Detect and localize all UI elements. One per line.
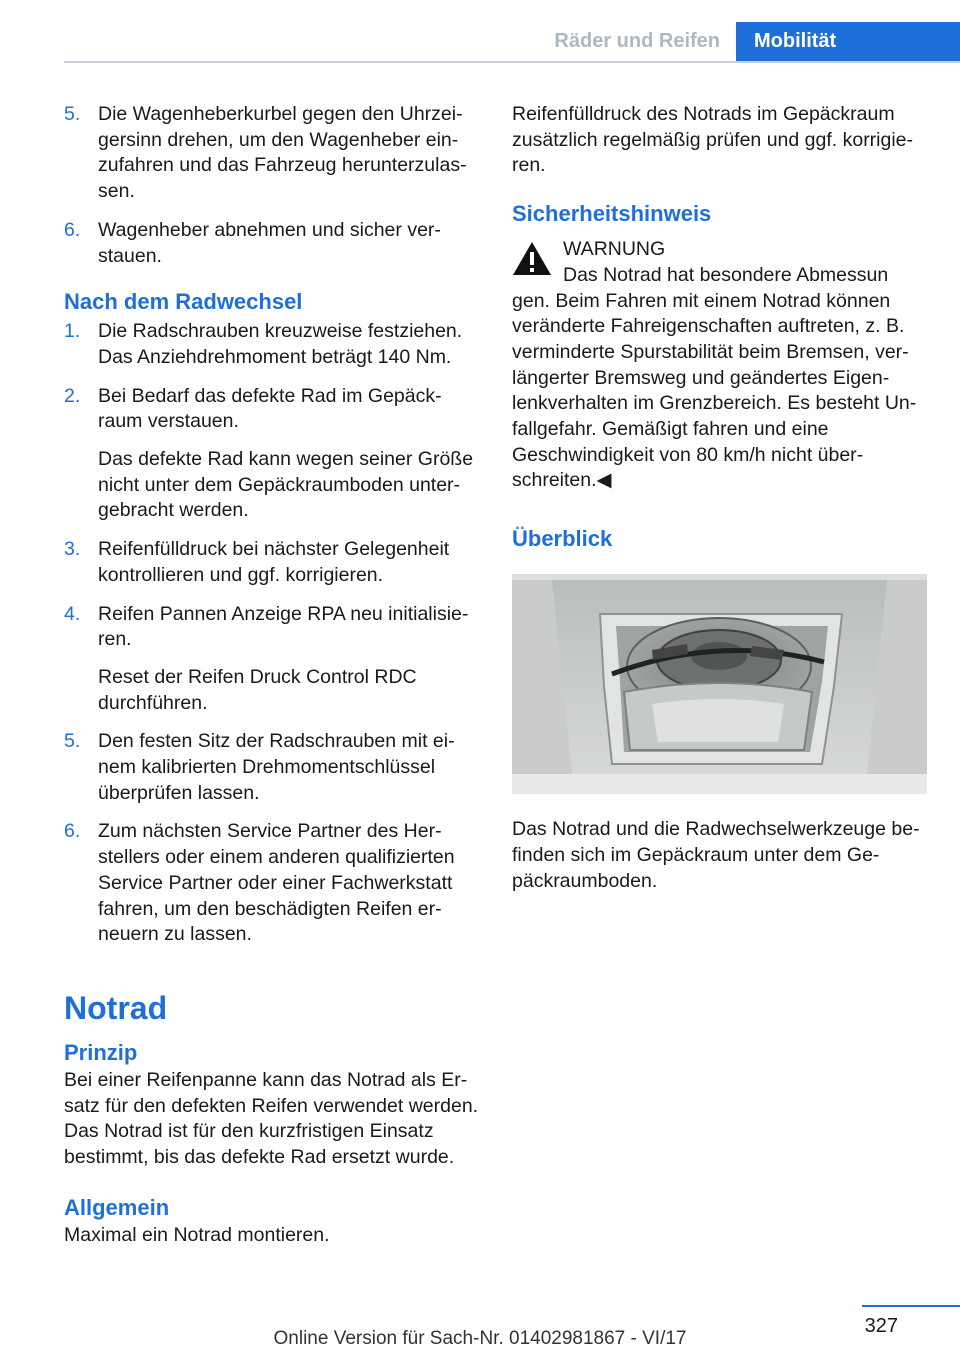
step-text: Die Wagenheberkurbel gegen den Uhrzeigersinn drehen, um den Wagenheber einzufahren und das Fahrzeug herunterzulassen. bbox=[98, 103, 467, 203]
list-item bbox=[64, 602, 479, 717]
section-heading-after-wheel-change: Nach dem Radwechsel bbox=[64, 289, 303, 315]
step-number: 5. bbox=[64, 103, 81, 125]
step-text: Die Radschrauben kreuzweise festziehen. Das Anziehdrehmoment beträgt 140 Nm. bbox=[98, 320, 463, 368]
step-number: 3. bbox=[64, 538, 81, 561]
image-caption: Das Notrad und die Radwechselwerkzeuge befinden sich im Gepäckraum unter dem Gepäckraumboden. bbox=[512, 818, 920, 892]
list-item bbox=[64, 102, 479, 205]
header-section-title: Räder und Reifen bbox=[554, 30, 720, 52]
list-item bbox=[64, 218, 479, 269]
list-item bbox=[64, 384, 479, 525]
intro-text: Reifenfülldruck des Notrads im Gepäckraum zusätzlich regelmäßig prüfen und ggf. korrigieren. bbox=[512, 103, 914, 177]
step-text: Den festen Sitz der Radschrauben mit einem kalibrierten Drehmomentschlüssel überprüfen lassen. bbox=[98, 730, 455, 804]
section-heading-principle: Prinzip bbox=[64, 1039, 138, 1065]
warning-label: WARNUNG bbox=[563, 238, 666, 261]
step-number: 6. bbox=[64, 820, 81, 843]
list-item bbox=[64, 319, 479, 370]
section-heading-safety: Sicherheitshinweis bbox=[512, 201, 712, 227]
section-heading-overview: Überblick bbox=[512, 526, 613, 552]
step-text: Reifenfülldruck bei nächster Gelegenheit kontrollieren und ggf. korrigieren. bbox=[98, 538, 450, 586]
warning-text: gen. Beim Fahren mit einem Notrad können veränderte Fahreigenschaften auftreten, z. B. verminderte Spurstabilität beim Bremsen, verlängerter Bremsweg und geändertes Eigenlenkverhalten im Grenzbereich. Es besteht Unfallgefahr. Gemäßigt fahren und eine Geschwindigkeit von 80 km/h nicht überschreiten.◀ bbox=[512, 289, 917, 492]
header-tab-mobility bbox=[736, 22, 960, 63]
list-item bbox=[64, 537, 479, 588]
step-number: 2. bbox=[64, 384, 81, 407]
warning-text-first: Das Notrad hat besondere Abmessun bbox=[563, 263, 889, 286]
footer-divider bbox=[862, 1305, 960, 1307]
step-text: Wagenheber abnehmen und sicher verstauen. bbox=[98, 218, 441, 267]
step-text: Zum nächsten Service Partner des Herstellers oder einem anderen qualifizierten Service Partner oder einer Fachwerkstatt fahren, um den beschädigten Reifen erneuern zu lassen. bbox=[98, 820, 455, 946]
page-number: 327 bbox=[864, 1315, 898, 1337]
list-item bbox=[64, 819, 479, 948]
chapter-title-notrad: Notrad bbox=[64, 989, 168, 1026]
principle-text: Bei einer Reifenpanne kann das Notrad als Ersatz für den defekten Reifen verwendet werden. Das Notrad ist für den kurzfristigen Einsatz bestimmt, bis das defekte Rad ersetzt wurde. bbox=[64, 1068, 479, 1169]
list-item bbox=[64, 729, 479, 806]
step-subtext: Reset der Reifen Druck Control RDC durchführen. bbox=[98, 665, 417, 714]
left-column bbox=[64, 102, 479, 1249]
general-text: Maximal ein Notrad montieren. bbox=[64, 1223, 330, 1246]
trunk-spare-wheel-image bbox=[512, 574, 927, 794]
warning-block bbox=[512, 237, 927, 494]
step-number: 4. bbox=[64, 602, 81, 625]
step-number: 1. bbox=[64, 320, 81, 343]
right-column bbox=[512, 102, 927, 894]
step-number: 5. bbox=[64, 730, 81, 753]
header-tab-label: Mobilität bbox=[754, 30, 837, 52]
warning-triangle-icon bbox=[512, 240, 552, 276]
step-subtext: Das defekte Rad kann wegen seiner Größe nicht unter dem Gepäckraumboden untergebracht werden. bbox=[98, 448, 474, 522]
footer-text: Online Version für Sach-Nr. 01402981867 - VI/17 bbox=[273, 1328, 687, 1349]
step-text: Bei Bedarf das defekte Rad im Gepäckraum verstauen. bbox=[98, 384, 442, 433]
step-text: Reifen Pannen Anzeige RPA neu initialisieren. bbox=[98, 602, 469, 651]
step-number: 6. bbox=[64, 218, 81, 241]
section-heading-general: Allgemein bbox=[64, 1194, 170, 1220]
header-divider bbox=[64, 61, 960, 63]
